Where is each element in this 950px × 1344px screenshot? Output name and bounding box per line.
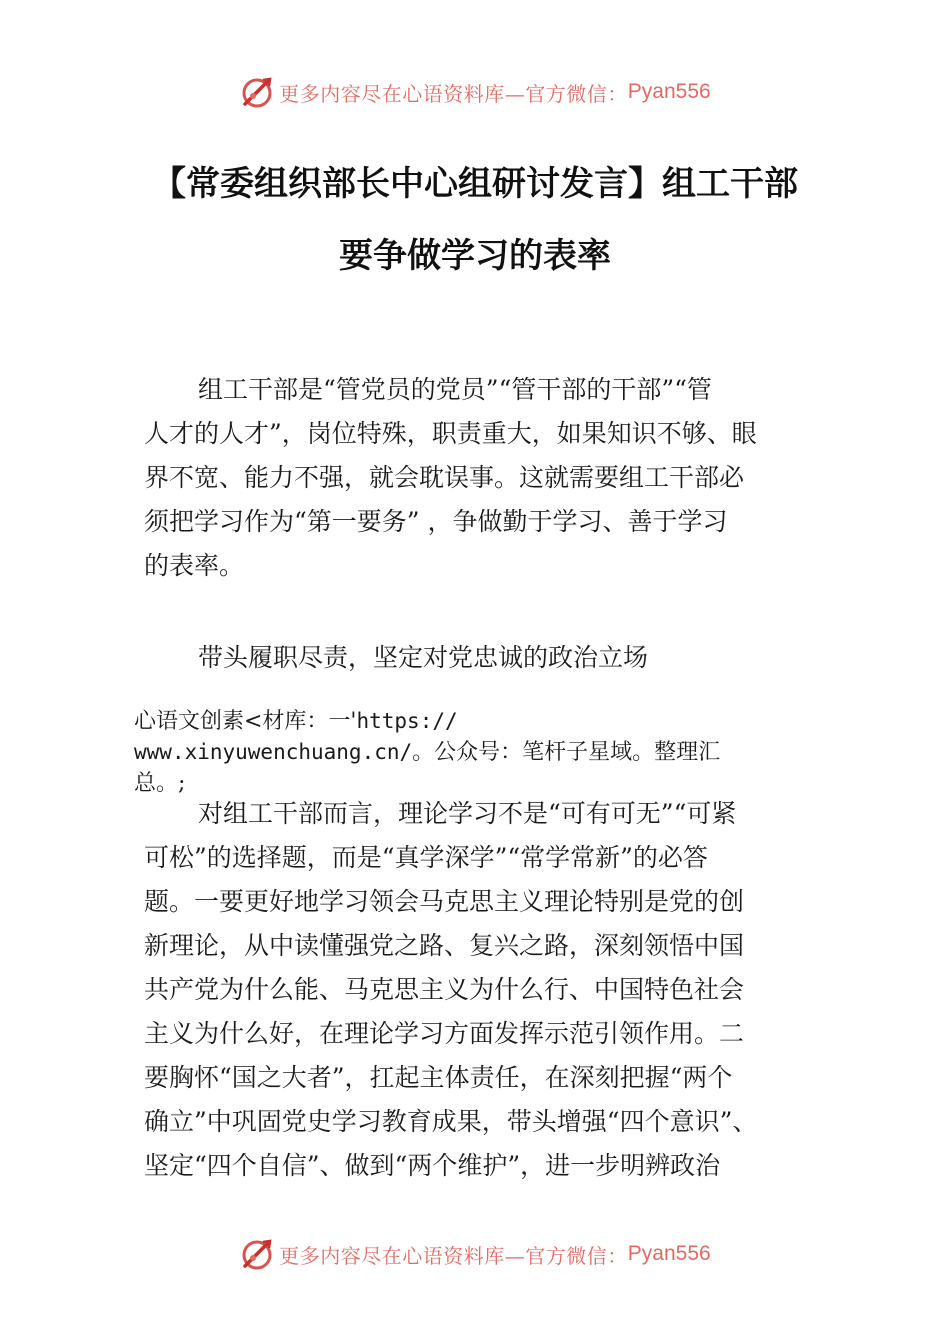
sword-circle-logo-icon	[239, 1236, 275, 1272]
note-line-1	[134, 706, 824, 737]
banner-text: 更多内容尽在心语资料库—官方微信：	[279, 81, 628, 106]
paragraph-line: 可松”的选择题，而是“真学深学”“常学常新”的必答	[144, 843, 708, 872]
banner-wechat-id: Pyan556	[627, 1242, 711, 1265]
paragraph-line: 组工干部是“管党员的党员”“管干部的干部”“管	[198, 375, 712, 404]
document-title-line-1: 【常委组织部长中心组研讨发言】组工干部	[152, 164, 798, 204]
banner-text: 更多内容尽在心语资料库—官方微信：	[279, 1243, 628, 1268]
note-text: 心语文创素<材库：一'	[134, 709, 357, 734]
paragraph-line: 须把学习作为“第一要务” ，争做勤于学习、善于学习	[144, 507, 728, 536]
paragraph-line: 共产党为什么能、马克思主义为什么行、中国特色社会	[144, 975, 745, 1004]
body-paragraph	[144, 792, 814, 1188]
paragraph-line: 坚定“四个自信”、做到“两个维护”，进一步明辨政治	[144, 1151, 721, 1180]
sword-circle-logo-icon	[239, 74, 275, 110]
document-title-line-2: 要争做学习的表率	[339, 236, 611, 276]
header-banner	[0, 72, 950, 112]
note-url[interactable]: www.xinyuwenchuang.cn/	[134, 740, 413, 764]
intro-paragraph	[144, 368, 814, 588]
note-url-part[interactable]: https://	[356, 709, 458, 733]
section-heading: 带头履职尽责，坚定对党忠诚的政治立场	[198, 643, 649, 672]
banner-wechat-id: Pyan556	[627, 80, 711, 103]
paragraph-line: 要胸怀“国之大者”，扛起主体责任，在深刻把握“两个	[144, 1063, 733, 1092]
source-note	[134, 706, 824, 799]
paragraph-line: 确立”中巩固党史学习教育成果，带头增强“四个意识”、	[144, 1107, 758, 1136]
note-line-2	[134, 737, 824, 768]
note-text: 。公众号：笔杆子星域。整理汇	[412, 740, 721, 765]
paragraph-line: 界不宽、能力不强，就会耽误事。这就需要组工干部必	[144, 463, 745, 492]
note-line-3: 总。;	[134, 771, 186, 796]
paragraph-line: 的表率。	[144, 551, 245, 580]
paragraph-line: 主义为什么好，在理论学习方面发挥示范引领作用。二	[144, 1019, 745, 1048]
paragraph-line: 题。一要更好地学习领会马克思主义理论特别是党的创	[144, 887, 745, 916]
footer-banner	[0, 1234, 950, 1274]
paragraph-line: 人才的人才”，岗位特殊，职责重大，如果知识不够、眼	[144, 419, 757, 448]
paragraph-line: 对组工干部而言，理论学习不是“可有可无”“可紧	[198, 799, 737, 828]
paragraph-line: 新理论，从中读懂强党之路、复兴之路，深刻领悟中国	[144, 931, 745, 960]
